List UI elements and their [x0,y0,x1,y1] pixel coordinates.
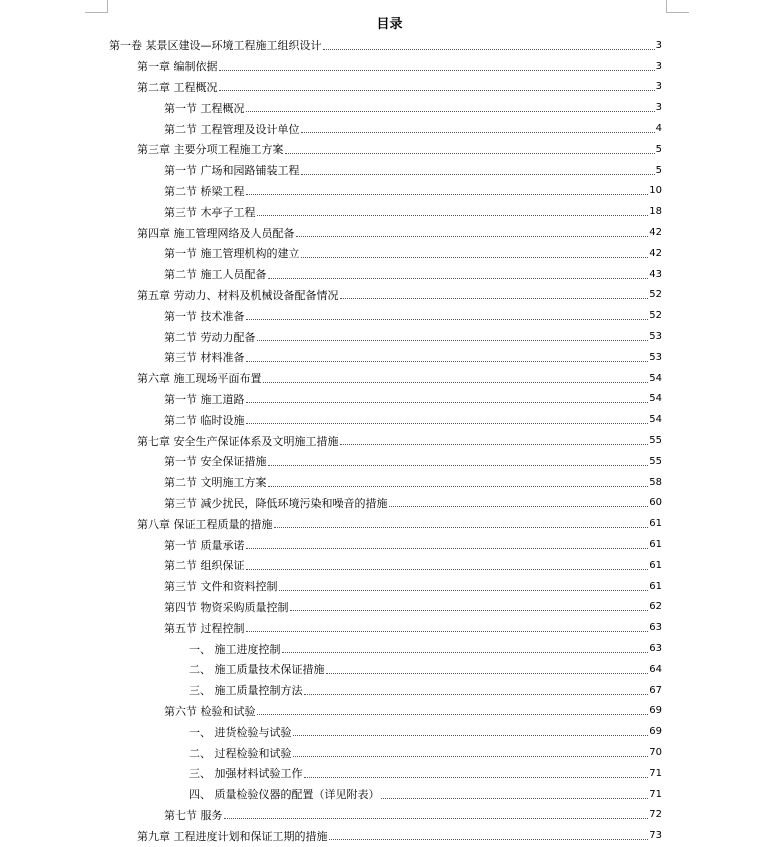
toc-entry-page: 5 [655,143,662,155]
toc-entry-page: 61 [649,518,662,530]
toc-entry-page: 61 [649,580,662,592]
dot-leader [246,631,649,632]
toc-entry[interactable] [164,389,662,410]
toc-entry[interactable] [164,264,662,285]
toc-entry-title: 三、 加强材料试验工作 [189,767,303,781]
toc-entry-page: 62 [649,601,662,613]
dot-leader [268,486,649,487]
toc-entry-page: 73 [649,830,662,842]
toc-entry[interactable] [164,160,662,181]
toc-entry[interactable] [189,742,662,763]
toc-entry[interactable] [189,638,662,659]
toc-entry-title: 第一节 质量承诺 [164,538,245,552]
toc-entry-page: 69 [649,705,662,717]
toc-entry-page: 55 [649,455,662,467]
toc-entry-page: 43 [649,268,662,280]
dot-leader [268,278,649,279]
toc-entry-page: 55 [649,435,662,447]
toc-entry-page: 63 [649,643,662,655]
toc-entry-page: 71 [649,788,662,800]
toc-entry-page: 60 [649,497,662,509]
toc-entry[interactable] [189,721,662,742]
toc-entry-title: 第二节 劳动力配备 [164,330,256,344]
toc-entry-page: 3 [655,102,662,114]
toc-entry[interactable] [164,576,662,597]
page-corner-mark-left [85,0,108,13]
toc-entry-page: 52 [649,310,662,322]
dot-leader [257,215,649,216]
toc-entry[interactable] [137,77,662,98]
toc-entry-page: 4 [655,123,662,135]
toc-entry-title: 第六章 施工现场平面布置 [137,372,262,386]
dot-leader [279,590,649,591]
dot-leader [246,194,649,195]
toc-entry-title: 第二章 工程概况 [137,80,218,94]
dot-leader [246,423,649,424]
toc-entry[interactable] [164,118,662,139]
toc-entry-page: 54 [649,414,662,426]
toc-entry-title: 第二节 工程管理及设计单位 [164,122,300,136]
toc-entry-title: 第二节 组织保证 [164,559,245,573]
toc-entry[interactable] [164,534,662,555]
toc-entry-title: 第八章 保证工程质量的措施 [137,517,273,531]
toc-entry-title: 第二节 文明施工方案 [164,476,267,490]
toc-entry-title: 第一节 工程概况 [164,101,245,115]
toc-entry-page: 42 [649,227,662,239]
toc-entry-page: 54 [649,393,662,405]
toc-entry-page: 3 [655,81,662,93]
dot-leader [246,319,649,320]
toc-entry-title: 第一章 编制依据 [137,60,218,74]
dot-leader [326,673,649,674]
toc-entry[interactable] [164,451,662,472]
toc-entry[interactable] [137,285,662,306]
toc-entry[interactable] [164,617,662,638]
toc-entry-title: 第一节 施工管理机构的建立 [164,247,300,261]
toc-entry-page: 53 [649,331,662,343]
toc-entry[interactable] [164,409,662,430]
toc-entry-title: 第三节 材料准备 [164,351,245,365]
page-corner-mark-right [666,0,689,13]
toc-entry[interactable] [137,513,662,534]
toc-entry-title: 第三节 文件和资料控制 [164,580,278,594]
toc-entry-title: 第五章 劳动力、材料及机械设备配备情况 [137,288,339,302]
toc-entry-page: 5 [655,164,662,176]
toc-entry-page: 64 [649,663,662,675]
dot-leader [293,735,649,736]
dot-leader [219,90,655,91]
toc-entry[interactable] [164,805,662,826]
toc-entry-title: 第一节 施工道路 [164,392,245,406]
toc-entry-page: 53 [649,351,662,363]
dot-leader [293,756,649,757]
dot-leader [282,652,649,653]
toc-entry-page: 3 [655,39,662,51]
toc-entry[interactable] [137,368,662,389]
toc-entry[interactable] [137,139,662,160]
toc-entry[interactable] [137,825,662,846]
toc-entry-page: 3 [655,60,662,72]
toc-entry[interactable] [189,659,662,680]
toc-entry-title: 第一节 技术准备 [164,309,245,323]
toc-entry[interactable] [189,784,662,805]
toc-entry-page: 72 [649,809,662,821]
toc-entry[interactable] [164,555,662,576]
toc-entry[interactable] [189,763,662,784]
toc-entry-title: 第四节 物资采购质量控制 [164,600,289,614]
dot-leader [340,298,649,299]
dot-leader [296,236,649,237]
dot-leader [246,111,655,112]
dot-leader [246,402,649,403]
toc-entry[interactable] [164,243,662,264]
toc-title: 目录 [376,17,403,32]
dot-leader [274,527,649,528]
dot-leader [246,361,649,362]
toc-entry-page: 58 [649,476,662,488]
toc-entry-title: 二、 施工质量技术保证措施 [189,663,325,677]
toc-entry[interactable] [164,701,662,722]
toc-entry-title: 第六节 检验和试验 [164,704,256,718]
dot-leader [329,839,649,840]
toc-entry[interactable] [137,56,662,77]
toc-entry[interactable] [164,181,662,202]
toc-entry[interactable] [137,222,662,243]
dot-leader [323,49,655,50]
toc-entry-title: 三、 施工质量控制方法 [189,684,303,698]
toc-entry[interactable] [137,430,662,451]
dot-leader [263,382,649,383]
toc-entry[interactable] [164,97,662,118]
toc-entry-page: 52 [649,289,662,301]
dot-leader [290,610,649,611]
toc-entry-page: 67 [649,684,662,696]
toc-entry-page: 61 [649,559,662,571]
toc-entry-title: 二、 过程检验和试验 [189,746,292,760]
toc-entry-title: 第七章 安全生产保证体系及文明施工措施 [137,434,339,448]
toc-entry-page: 63 [649,622,662,634]
toc-entry-page: 42 [649,247,662,259]
dot-leader [257,714,649,715]
dot-leader [246,548,649,549]
toc-entry-page: 18 [649,206,662,218]
dot-leader [246,569,649,570]
dot-leader [301,257,649,258]
toc-entry-title: 第一节 安全保证措施 [164,455,267,469]
dot-leader [381,798,649,799]
dot-leader [285,153,655,154]
toc-entry-title: 第二节 桥梁工程 [164,184,245,198]
toc-entry[interactable] [164,472,662,493]
toc-entry-title: 第五节 过程控制 [164,621,245,635]
dot-leader [257,340,649,341]
dot-leader [268,465,649,466]
dot-leader [301,132,655,133]
toc-entry-page: 69 [649,726,662,738]
toc-entry[interactable] [189,680,662,701]
dot-leader [389,506,649,507]
toc-entry[interactable] [164,347,662,368]
dot-leader [224,818,649,819]
toc-entry-title: 一、 施工进度控制 [189,642,281,656]
toc-entry-title: 第四章 施工管理网络及人员配备 [137,226,295,240]
toc-entry-title: 第一卷 某景区建设—环境工程施工组织设计 [109,39,322,53]
dot-leader [301,174,655,175]
toc-entry[interactable] [164,305,662,326]
toc-entry[interactable] [164,326,662,347]
toc-entry-page: 10 [649,185,662,197]
toc-entry-title: 四、 质量检验仪器的配置（详见附表） [189,788,380,802]
dot-leader [340,444,649,445]
toc-entry[interactable] [164,493,662,514]
toc-entry-title: 第七节 服务 [164,808,223,822]
toc-entry[interactable] [109,35,662,56]
toc-entry-page: 71 [649,767,662,779]
toc-entry[interactable] [164,201,662,222]
toc-entry-page: 61 [649,539,662,551]
dot-leader [304,777,649,778]
toc-entry-page: 54 [649,372,662,384]
toc-entry-title: 第九章 工程进度计划和保证工期的措施 [137,829,328,843]
toc-entry-title: 第二节 临时设施 [164,413,245,427]
toc-entry-title: 第三章 主要分项工程施工方案 [137,143,284,157]
toc-entry-page: 70 [649,747,662,759]
toc-entry[interactable] [164,597,662,618]
dot-leader [304,694,649,695]
toc-entry-title: 一、 进货检验与试验 [189,725,292,739]
toc-entry-title: 第一节 广场和园路铺装工程 [164,164,300,178]
toc-entry-title: 第三节 减少扰民，降低环境污染和噪音的措施 [164,496,388,510]
toc-entry-title: 第二节 施工人员配备 [164,268,267,282]
toc-entry-title: 第三节 木亭子工程 [164,205,256,219]
dot-leader [219,70,655,71]
